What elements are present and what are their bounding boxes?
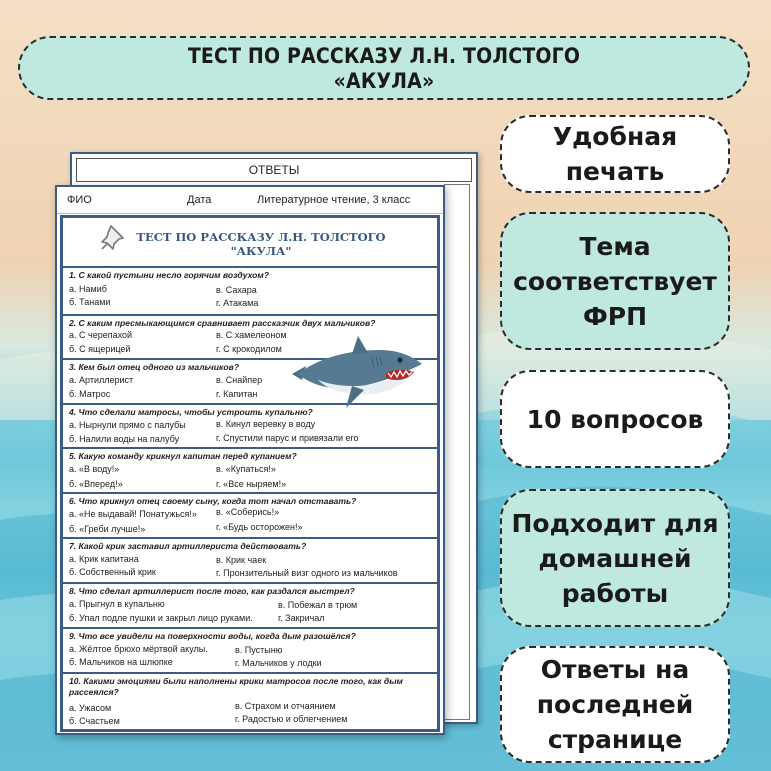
option-d: г. Спустили парус и привязали его — [216, 433, 359, 443]
option-d: г. Мальчиков у лодки — [235, 658, 322, 668]
banner-line-1: ТЕСТ ПО РАССКАЗУ Л.Н. ТОЛСТОГО — [187, 44, 581, 68]
option-c: в. С хамелеоном — [216, 330, 287, 340]
option-b: б. Мальчиков на шлюпке — [69, 657, 173, 667]
question-text: 6. Что крикнул отец своему сыну, когда тот начал отставать? — [69, 496, 357, 506]
option-d: г. «Все ныряем!» — [216, 479, 287, 489]
question-1 — [63, 266, 437, 312]
question-text: 2. С каким пресмыкающимся сравнивает рассказчик двух мальчиков? — [69, 318, 376, 328]
date-label: Дата — [187, 194, 212, 206]
question-text: 7. Какой крик заставил артиллериста действовать? — [69, 541, 307, 551]
option-c: в. Крик чаек — [216, 555, 267, 565]
option-c: в. Побежал в трюм — [278, 600, 358, 610]
option-b: б. «Вперед!» — [69, 479, 123, 489]
feature-card-frp — [500, 212, 730, 350]
question-7 — [63, 537, 437, 581]
option-a: а. «Не выдавай! Понатужься!» — [69, 509, 197, 519]
option-c: в. Сахара — [216, 285, 257, 295]
card-line: домашней — [538, 543, 692, 573]
option-a: а. Крик капитана — [69, 554, 139, 564]
question-9 — [63, 627, 437, 671]
answers-sheet-column — [444, 184, 470, 720]
card-line: последней — [536, 690, 694, 719]
card-line: Подходит для — [511, 508, 719, 538]
question-5 — [63, 447, 437, 491]
question-text: 9. Что все увидели на поверхности воды, когда дым разошёлся? — [69, 631, 356, 641]
banner-line-2: «АКУЛА» — [333, 69, 435, 93]
subject-label: Литературное чтение, 3 класс — [257, 194, 411, 206]
option-c: в. Страхом и отчаянием — [235, 701, 336, 711]
shark-illustration — [288, 336, 428, 414]
option-d: г. Капитан — [216, 389, 258, 399]
question-6 — [63, 492, 437, 536]
option-d: г. Пронзительный визг одного из мальчиков — [216, 568, 398, 578]
question-8 — [63, 582, 437, 626]
option-d: г. С крокодилом — [216, 344, 282, 354]
option-b: б. Собственный крик — [69, 567, 156, 577]
feature-card-print — [500, 115, 730, 193]
card-line: работы — [561, 578, 669, 608]
option-c: в. Кинул веревку в воду — [216, 419, 316, 429]
option-c: в. Пустыню — [235, 645, 283, 655]
option-b: б. Танами — [69, 297, 111, 307]
option-c: в. «Купаться!» — [216, 464, 276, 474]
question-text: 5. Какую команду крикнул капитан перед купанием? — [69, 451, 297, 461]
option-b: б. С ящерицей — [69, 344, 131, 354]
option-a: а. С черепахой — [69, 330, 133, 340]
question-text: 4. Что сделали матросы, чтобы устроить купальню? — [69, 407, 313, 417]
worksheet-body — [60, 215, 440, 732]
card-line: ФРП — [582, 301, 648, 331]
fio-label: ФИО — [67, 194, 92, 206]
option-b: б. Налили воды на палубу — [69, 434, 180, 444]
worksheet-title-line-1: ТЕСТ ПО РАССКАЗУ Л.Н. ТОЛСТОГО — [136, 230, 386, 244]
worksheet-header — [57, 187, 443, 214]
worksheet — [55, 185, 445, 735]
question-10 — [63, 672, 437, 732]
option-d: г. Радостью и облегчением — [235, 714, 348, 724]
card-line: соответствует — [513, 266, 717, 296]
option-a: а. Прыгнул в купальню — [69, 599, 165, 609]
card-line: 10 вопросов — [526, 404, 704, 434]
question-text: 8. Что сделал артиллерист после того, как раздался выстрел? — [69, 586, 355, 596]
option-a: а. Намиб — [69, 284, 107, 294]
option-c: в. «Соберись!» — [216, 507, 280, 517]
option-b: б. Матрос — [69, 389, 111, 399]
question-text: 3. Кем был отец одного из мальчиков? — [69, 362, 240, 372]
option-a: а. Артиллерист — [69, 375, 134, 385]
question-text: 10. Какими эмоциями были наполнены крики матросов после того, как дым рассеялся? — [69, 676, 403, 697]
feature-card-questions — [500, 370, 730, 468]
option-d: г. Атакама — [216, 298, 259, 308]
question-text: 1. С какой пустыни несло горячим воздухом? — [69, 270, 270, 280]
option-b: б. Упал подле пушки и закрыл лицо руками. — [69, 613, 253, 623]
option-a: а. Жёлтое брюхо мёртвой акулы. — [69, 644, 208, 654]
card-line: Тема — [579, 231, 651, 261]
option-d: г. Закричал — [278, 613, 325, 623]
feature-card-homework — [500, 489, 730, 627]
worksheet-title — [63, 230, 437, 258]
card-line: странице — [547, 725, 683, 754]
option-b: б. «Греби лучше!» — [69, 524, 146, 534]
option-d: г. «Будь осторожен!» — [216, 522, 303, 532]
option-a: а. Ужасом — [69, 703, 112, 713]
worksheet-title-line-2: "АКУЛА" — [230, 244, 292, 258]
card-line: Удобная — [552, 122, 678, 151]
answers-sheet-title: ОТВЕТЫ — [76, 158, 472, 182]
feature-card-answers — [500, 646, 730, 763]
card-line: Ответы на — [540, 655, 690, 684]
option-c: в. Снайпер — [216, 375, 263, 385]
option-a: а. «В воду!» — [69, 464, 120, 474]
card-line: печать — [565, 157, 665, 186]
title-banner — [18, 36, 750, 100]
option-a: а. Нырнули прямо с палубы — [69, 420, 186, 430]
option-b: б. Счастьем — [69, 716, 120, 726]
